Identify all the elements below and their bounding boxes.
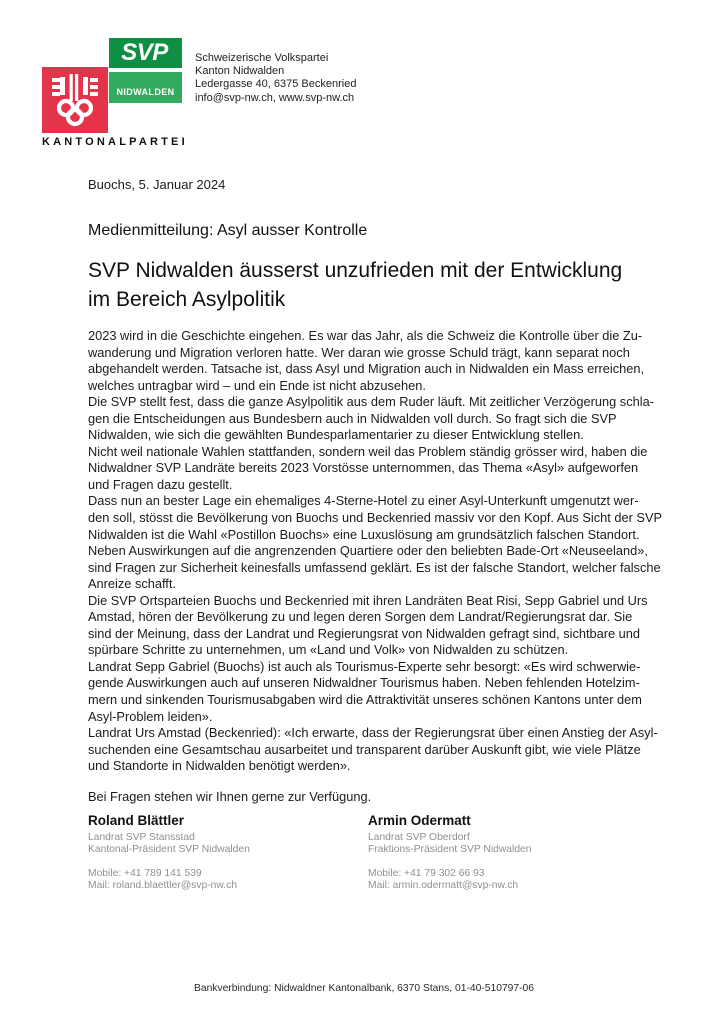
- nidwalden-logo-box: [109, 72, 182, 103]
- body-text-line: Nidwalden ist die Wahl «Postillon Buochs» eine Luxuslösung am grundsätzlich falschen Standort.: [88, 526, 640, 542]
- contact-card: [88, 813, 368, 893]
- contact-spacer: [368, 857, 648, 868]
- subject-line: Medienmitteilung: Asyl ausser Kontrolle: [88, 222, 368, 239]
- body-text-line: Landrat Sepp Gabriel (Buochs) ist auch als Tourismus-Experte sehr besorgt: «Es wird schwerwie-: [88, 658, 641, 674]
- nidwalden-coat-of-arms: [42, 67, 108, 133]
- contact-mobile: Mobile: +41 789 141 539: [88, 867, 202, 879]
- contact-name: Armin Odermatt: [368, 813, 471, 828]
- contact-card: [368, 813, 648, 893]
- body-text-line: Amstad, hören der Bevölkerung zu und legen deren Sorgen dem Landrat/Regierungsrat dar. Sie: [88, 609, 633, 625]
- contact-mail: Mail: roland.blaettler@svp-nw.ch: [88, 880, 237, 892]
- svp-logo-box: [109, 38, 182, 68]
- nidwalden-key-emblem: [49, 71, 101, 129]
- body-text-line: Landrat Urs Amstad (Beckenried): «Ich erwarte, dass der Regierungsrat über einen Anstieg der Asyl-: [88, 725, 658, 741]
- body-text-line: Die SVP Ortsparteien Buochs und Beckenried mit ihren Landräten Beat Risi, Sepp Gabriel und Urs: [88, 592, 648, 608]
- body-text-line: abgehandelt werden. Tatsache ist, dass Asyl und Migration auch in Nidwalden ein Mass erreichen,: [88, 361, 645, 377]
- page-title: [88, 256, 622, 314]
- contact-spacer: [88, 857, 368, 868]
- body-text-line: gende Auswirkungen auch auf unseren Nidwaldner Tourismus haben. Neben fehlenden Hotelzim-: [88, 675, 640, 691]
- sender-address-line: info@svp-nw.ch, www.svp-nw.ch: [195, 91, 355, 104]
- body-text-line: wanderung und Migration verloren hatte. Wer daran wie grosse Schuld trägt, kann separat noch: [88, 344, 630, 360]
- contact-role: Kantonal-Präsident SVP Nidwalden: [88, 844, 250, 856]
- nidwalden-logo-label: NIDWALDEN: [116, 87, 175, 97]
- contact-role: Landrat SVP Stansstad: [88, 832, 195, 843]
- contact-mobile: Mobile: +41 79 302 66 93: [368, 867, 485, 879]
- body-text-line: Asyl-Problem leiden».: [88, 708, 213, 724]
- contact-mail: Mail: armin.odermatt@svp-nw.ch: [368, 880, 519, 892]
- body-text-line: spürbare Schritte zu unternehmen, um «Land und Volk» von Nidwalden zu schützen.: [88, 642, 569, 658]
- body-text-line: Nicht weil nationale Wahlen stattfanden, sondern weil das Problem ständig grösser wird, haben die: [88, 443, 648, 459]
- body-text-line: Dass nun an bester Lage ein ehemaliges 4-Sterne-Hotel zu einer Asyl-Unterkunft umgenutzt wer-: [88, 493, 639, 509]
- kantonalpartei-label: KANTONALPARTEI: [42, 136, 188, 148]
- body-text-line: Nidwaldner SVP Landräte bereits 2023 Vorstösse unternommen, das Thema «Asyl» aufgeworfen: [88, 460, 639, 476]
- footer-bank-details: Bankverbindung: Nidwaldner Kantonalbank, 6370 Stans, 01-40-510797-06: [193, 983, 535, 994]
- closing-line: Bei Fragen stehen wir Ihnen gerne zur Verfügung.: [88, 789, 372, 804]
- contact-block: [88, 813, 648, 893]
- svp-logo-label: SVP: [121, 39, 168, 66]
- body-text-line: und Fragen dazu gestellt.: [88, 476, 233, 492]
- body-text-line: sind der Meinung, dass der Landrat und Regierungsrat von Nidwalden gefragt sind, sichtbare und: [88, 625, 641, 641]
- page-title-line: im Bereich Asylpolitik: [88, 288, 286, 311]
- body-text-line: 2023 wird in die Geschichte eingehen. Es war das Jahr, als die Schweiz die Kontrolle über die Zu-: [88, 328, 643, 343]
- dateline: Buochs, 5. Januar 2024: [88, 177, 226, 192]
- body-text-line: welches untragbar wird – und ein Ende ist nicht abzusehen.: [88, 377, 426, 393]
- sender-address-line: Schweizerische Volkspartei: [195, 52, 329, 64]
- sender-address-block: [195, 52, 356, 105]
- body-text-line: Die SVP stellt fest, dass die ganze Asylpolitik aus dem Ruder läuft. Mit zeitlicher Verzögerung schla-: [88, 394, 654, 410]
- contact-name: Roland Blättler: [88, 813, 185, 828]
- body-text: [88, 328, 663, 775]
- body-text-line: suchenden eine Gesamtschau ausarbeitet und transparent darüber Auskunft gibt, wie viele Plätze: [88, 741, 641, 757]
- body-text-line: gen die Entscheidungen aus Bundesbern auch in Nidwalden voll durch. So fragt sich die SVP: [88, 410, 617, 426]
- sender-address-line: Kanton Nidwalden: [195, 65, 285, 78]
- page-title-line: SVP Nidwalden äusserst unzufrieden mit der Entwicklung: [88, 259, 623, 282]
- body-text-line: und Standorte in Nidwalden benötigt werden».: [88, 758, 351, 774]
- svp-nidwalden-logo: [42, 36, 188, 148]
- body-text-line: mern und sinkenden Tourismusabgaben wird die Attraktivität unseres schönen Kantons unter dem: [88, 692, 642, 708]
- contact-role: Fraktions-Präsident SVP Nidwalden: [368, 844, 532, 856]
- contact-role: Landrat SVP Oberdorf: [368, 832, 470, 843]
- body-text-line: sind Fragen zur Sicherheit keinesfalls umfassend geklärt. Es ist der falsche Standort, welcher falsche: [88, 559, 661, 575]
- body-text-line: Neben Auswirkungen auf die angrenzenden Quartiere oder den beliebten Bade-Ort «Neuseeland»,: [88, 543, 648, 559]
- body-text-line: den soll, stösst die Bevölkerung von Buochs und Beckenried massiv vor den Kopf. Aus Sicht der SVP: [88, 510, 663, 526]
- sender-address-line: Ledergasse 40, 6375 Beckenried: [195, 78, 357, 91]
- body-text-line: Nidwalden, wie sich die gewählten Bundesparlamentarier zu dieser Entwicklung stellen.: [88, 427, 584, 443]
- body-text-line: Anreize schafft.: [88, 576, 176, 592]
